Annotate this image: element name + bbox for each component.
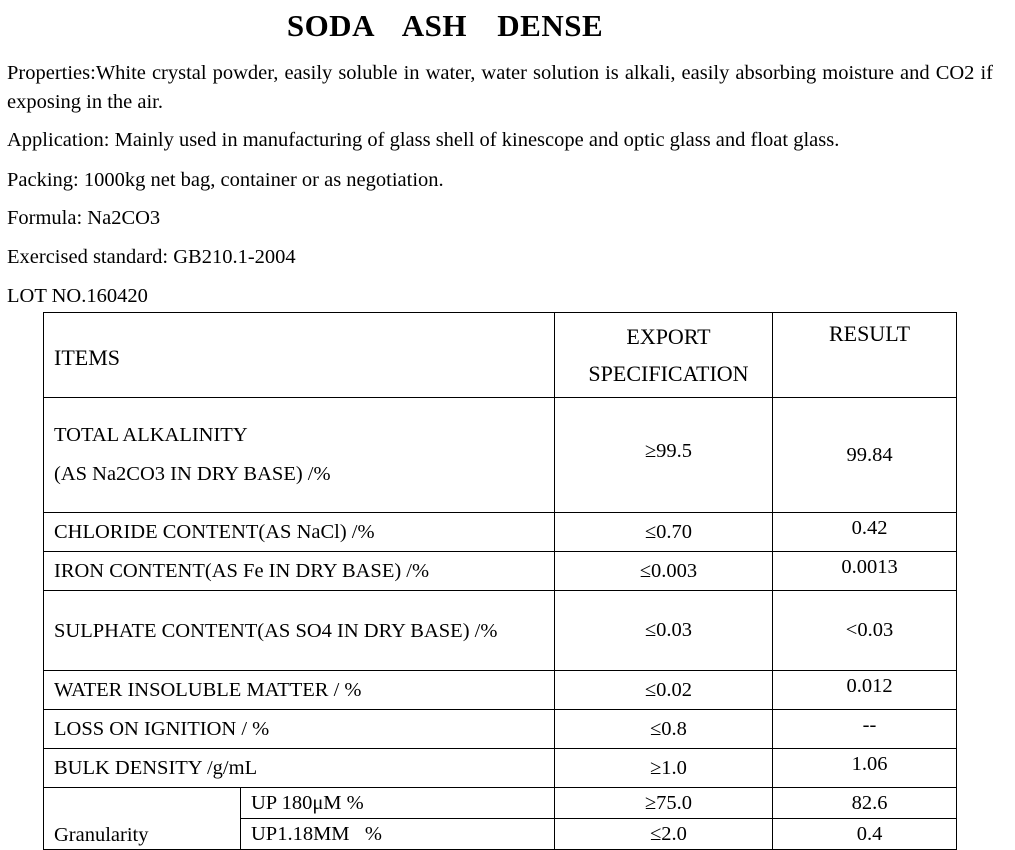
lot-number: LOT NO.160420 xyxy=(7,285,148,307)
spec-cell xyxy=(555,398,773,513)
table-row xyxy=(44,591,957,671)
table-header-row xyxy=(44,313,957,398)
result-value: 0.0013 xyxy=(841,555,898,578)
table-row xyxy=(44,398,957,513)
item-cell: CHLORIDE CONTENT(AS NaCl) /% xyxy=(44,513,555,552)
spec-cell: ≤0.02 xyxy=(555,671,773,710)
result-cell xyxy=(773,710,957,749)
result-cell: 82.6 xyxy=(773,788,957,819)
result-cell xyxy=(773,671,957,710)
table-row xyxy=(44,513,957,552)
granularity-sub-item: UP 180μM % xyxy=(241,788,555,819)
result-cell xyxy=(773,513,957,552)
table-row xyxy=(44,788,957,819)
item-cell: LOSS ON IGNITION / % xyxy=(44,710,555,749)
table-row xyxy=(44,671,957,710)
result-cell: 0.4 xyxy=(773,819,957,850)
item-cell: BULK DENSITY /g/mL xyxy=(44,749,555,788)
result-value: 1.06 xyxy=(851,752,888,775)
result-value: 0.012 xyxy=(846,674,893,697)
properties-text: Properties:White crystal powder, easily soluble in water, water solution is alkali, easily absorbing moisture and CO2 if exposing in the air. xyxy=(7,62,993,113)
item-line2: (AS Na2CO3 IN DRY BASE) /% xyxy=(54,463,331,485)
standard-text: Exercised standard: GB210.1-2004 xyxy=(7,246,296,268)
item-cell xyxy=(44,398,555,513)
header-result: RESULT xyxy=(773,313,957,398)
application-text: Application: Mainly used in manufacturing of glass shell of kinescope and optic glass and float glass. xyxy=(7,129,840,151)
result-cell: <0.03 xyxy=(773,591,957,671)
spec-cell: ≥1.0 xyxy=(555,749,773,788)
result-value: -- xyxy=(862,713,877,736)
result-cell xyxy=(773,552,957,591)
header-spec-line2: SPECIFICATION xyxy=(588,361,749,386)
header-items: ITEMS xyxy=(44,313,555,398)
spec-cell: ≤2.0 xyxy=(555,819,773,850)
granularity-sub-item: UP1.18MM % xyxy=(241,819,555,850)
spec-cell: ≤0.8 xyxy=(555,710,773,749)
spec-cell: ≥75.0 xyxy=(555,788,773,819)
packing-text: Packing: 1000kg net bag, container or as negotiation. xyxy=(7,169,444,191)
spec-cell: ≤0.03 xyxy=(555,591,773,671)
formula-text: Formula: Na2CO3 xyxy=(7,207,161,229)
specification-table xyxy=(43,312,957,850)
table-row xyxy=(44,710,957,749)
result-cell: 99.84 xyxy=(773,398,957,513)
spec-cell: ≤0.70 xyxy=(555,513,773,552)
spec-cell: ≤0.003 xyxy=(555,552,773,591)
document-title: SODA ASH DENSE xyxy=(286,8,604,43)
result-value: 0.42 xyxy=(851,516,888,539)
header-export-specification xyxy=(555,313,773,398)
item-cell: SULPHATE CONTENT(AS SO4 IN DRY BASE) /% xyxy=(44,591,555,671)
spec-value: ≥99.5 xyxy=(644,439,693,462)
result-cell xyxy=(773,749,957,788)
item-cell: IRON CONTENT(AS Fe IN DRY BASE) /% xyxy=(44,552,555,591)
header-spec-line1: EXPORT xyxy=(626,324,711,349)
table-row xyxy=(44,749,957,788)
item-line1: TOTAL ALKALINITY xyxy=(54,424,248,446)
granularity-label: Granularity xyxy=(44,788,241,850)
item-cell: WATER INSOLUBLE MATTER / % xyxy=(44,671,555,710)
table-row xyxy=(44,552,957,591)
